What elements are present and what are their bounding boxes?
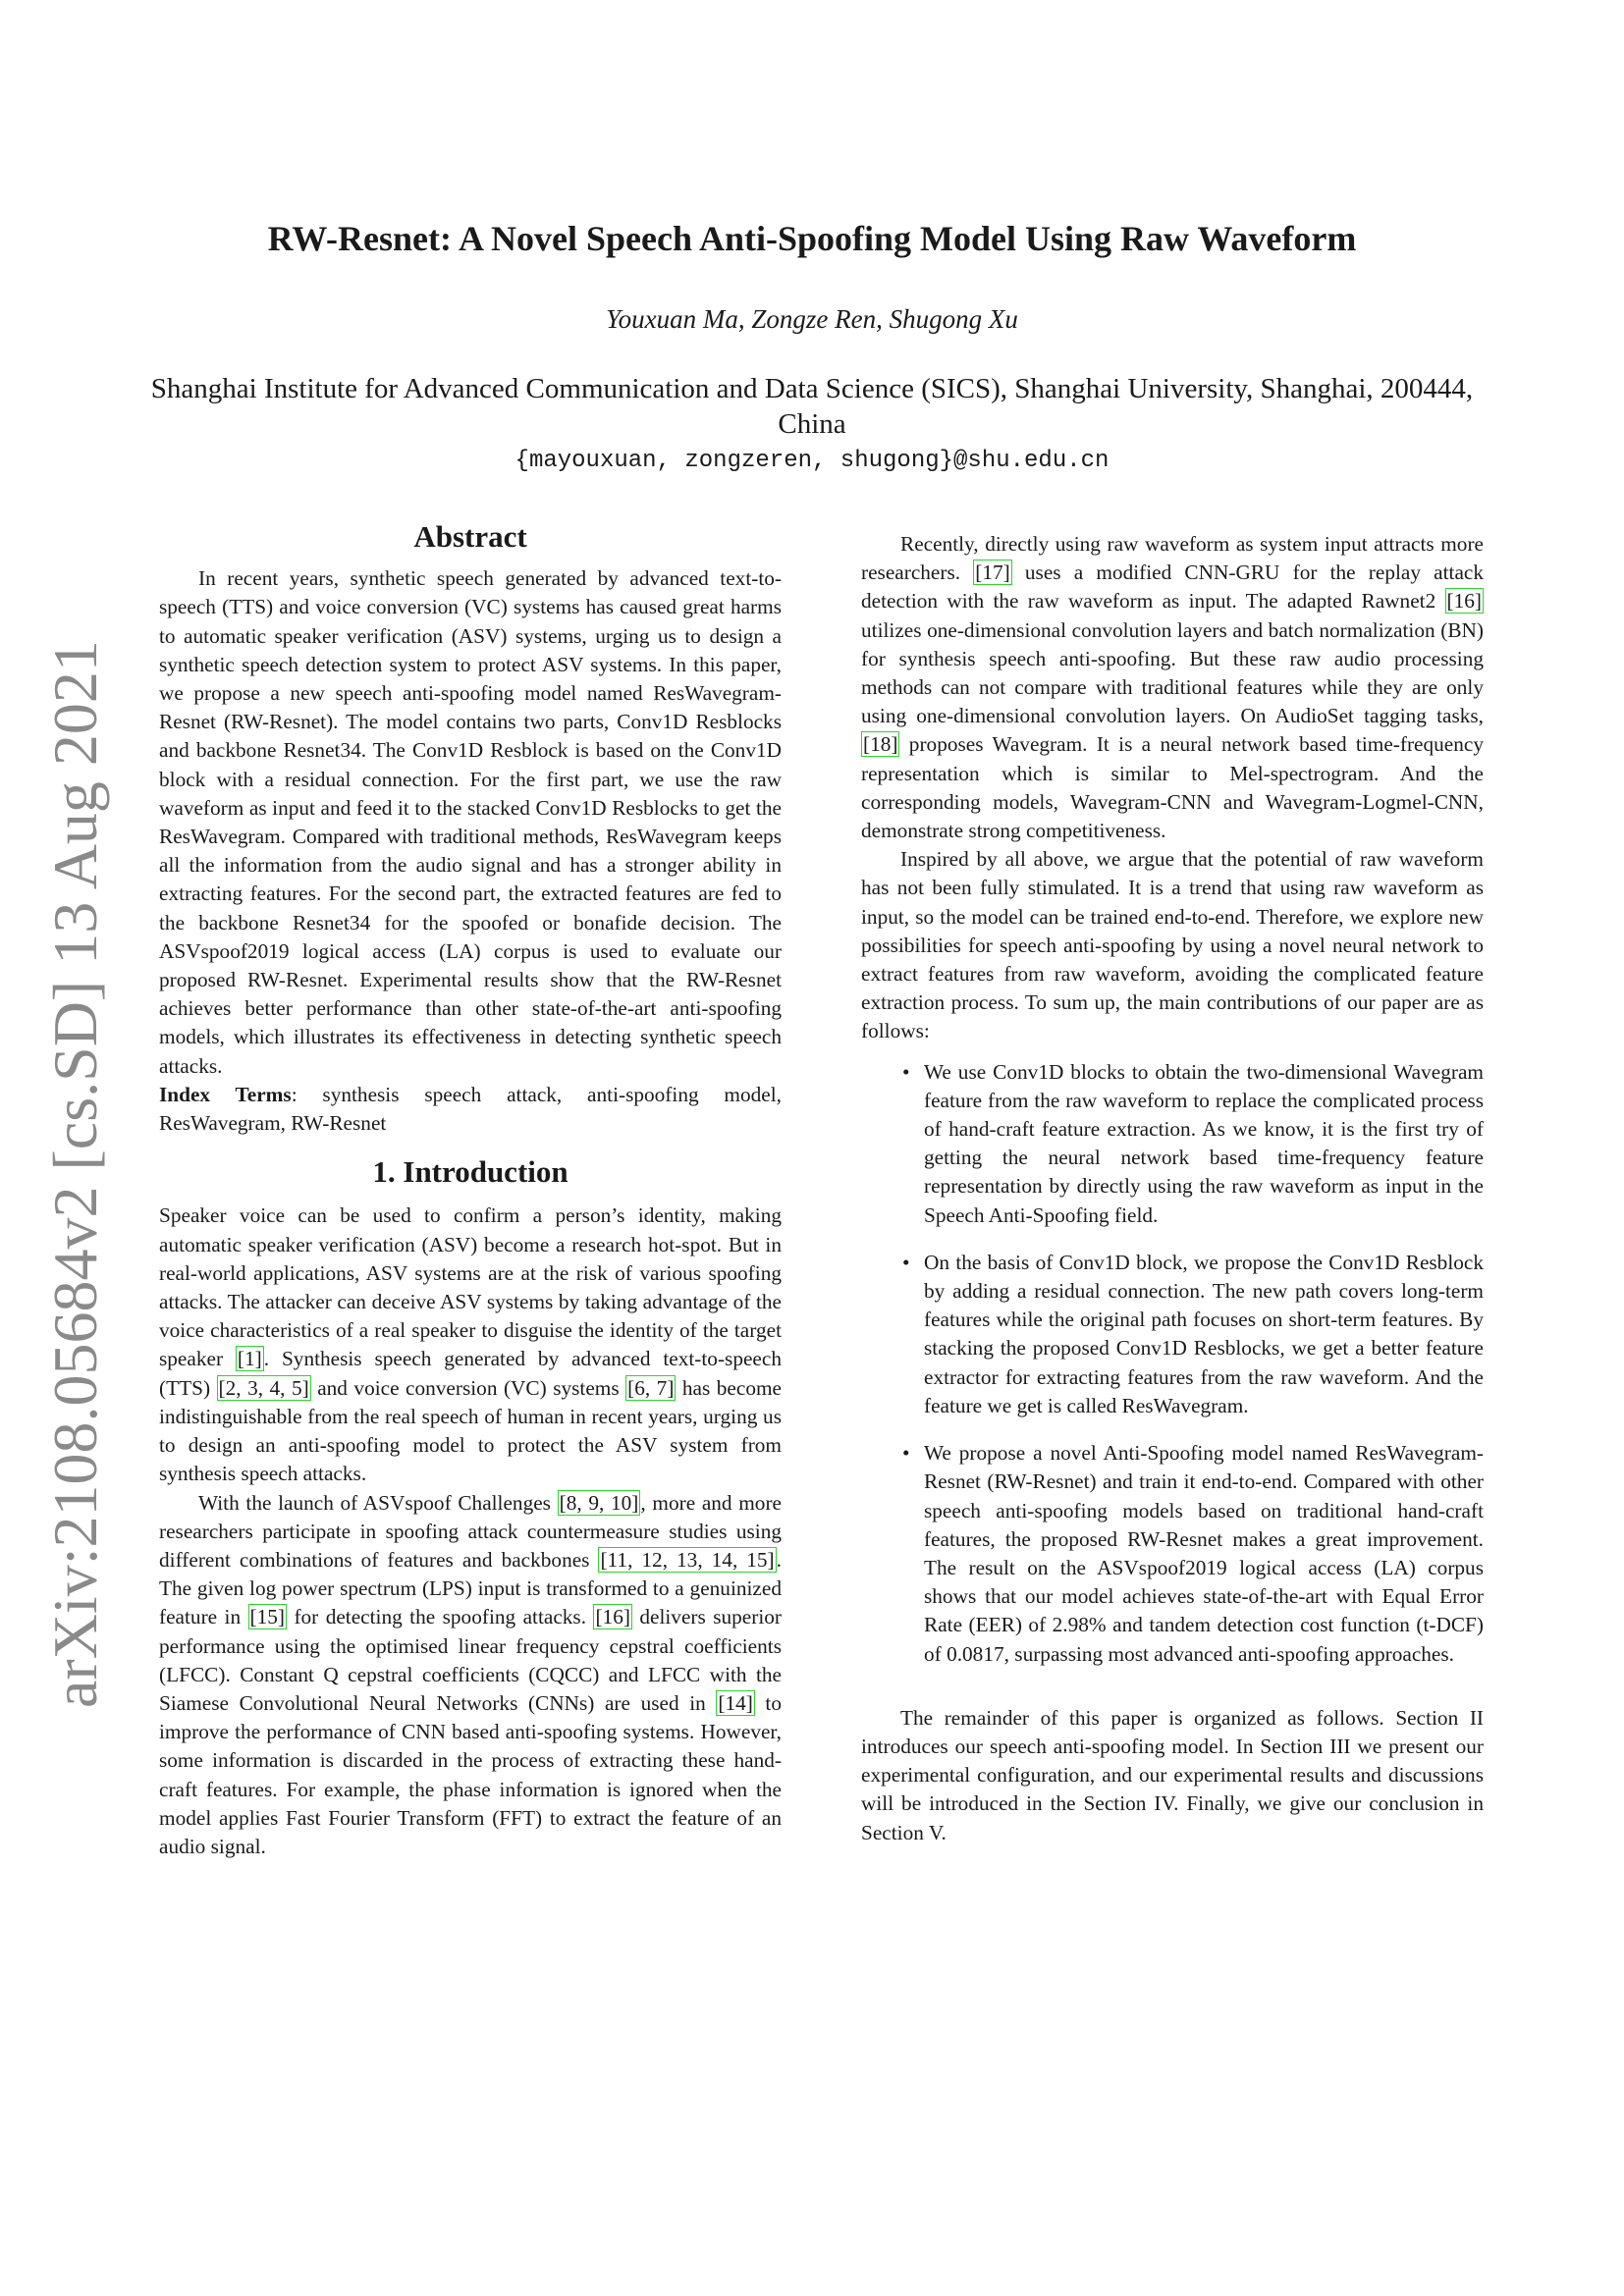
abstract-text: In recent years, synthetic speech generated by advanced text-to-speech (TTS) and voice conversion (VC) systems has caused great harms to automatic speaker verification (ASV) systems, urging us to design a synthetic speech detection system to protect ASV systems. In this paper, we propose a new speech anti-spoofing model named ResWavegram-Resnet (RW-Resnet). The model contains two parts, Conv1D Resblocks and backbone Resnet34. The Conv1D Resblock is based on the Conv1D block with a residual connection. For the first part, we use the raw waveform as input and feed it to the stacked Conv1D Resblocks to get the ResWavegram. Compared with traditional methods, ResWavegram keeps all the information from the audio signal and has a stronger ability in extracting features. For the second part, the extracted features are fed to the backbone Resnet34 for the spoofed or bonafide decision. The ASVspoof2019 logical access (LA) corpus is used to evaluate our proposed RW-Resnet. Experimental results show that the RW-Resnet achieves better performance than other state-of-the-art anti-spoofing models, which illustrates its effectiveness in detecting synthetic speech attacks. <box>159 566 782 1078</box>
author-list: Youxuan Ma, Zongze Ren, Shugong Xu <box>606 304 1018 334</box>
intro-p2-text: for detecting the spoofing attacks. <box>287 1605 594 1629</box>
intro-p1-text: and voice conversion (VC) systems <box>310 1375 626 1400</box>
intro-p1-text: has become indistinguishable from the real speech of human in recent years, urging us to design an anti-spoofing model to protect the ASV system from synthesis speech attacks. <box>159 1375 782 1486</box>
index-terms-label: Index Terms <box>159 1082 292 1106</box>
citation-link[interactable]: [14] <box>718 1690 753 1715</box>
contributions-list <box>861 1058 1484 1669</box>
contribution-text: We propose a novel Anti-Spoofing model named ResWavegram-Resnet (RW-Resnet) and train it end-to-end. Compared with other speech anti-spoofing models based on traditional hand-craft features, the proposed RW-Resnet makes a great improvement. The result on the ASVspoof2019 logical access (LA) corpus shows that our model achieves state-of-the-art with Equal Error Rate (EER) of 2.98% and tandem detection cost function (t-DCF) of 0.0817, surpassing most advanced anti-spoofing approaches. <box>924 1441 1484 1666</box>
intro-paragraph-4: Inspired by all above, we argue that the potential of raw waveform has not been fully stimulated. It is a trend that using raw waveform as input, so the model can be trained end-to-end. Therefore, we explore new possibilities for speech anti-spoofing by using a novel neural network to extract features from raw waveform, avoiding the complicated feature extraction process. To sum up, the main contributions of our paper are as follows: <box>861 847 1484 1043</box>
contribution-text: On the basis of Conv1D block, we propose the Conv1D Resblock by adding a residual connection. The new path covers long-term features while the original path focuses on short-term features. By stacking the proposed Conv1D Resblocks, we get a better feature extractor for extracting features from the raw waveform. And the feature we get is called ResWavegram. <box>924 1250 1484 1417</box>
intro-p1-text: . Synthesis speech generated by advanced text-to-speech (TTS) <box>159 1347 782 1400</box>
intro-paragraph-1 <box>159 1201 782 1488</box>
author-emails: {mayouxuan, zongzeren, shugong}@shu.edu.cn <box>514 448 1110 474</box>
intro-p3-text: Recently, directly using raw waveform as system input attracts more researchers. <box>861 532 1484 585</box>
citation-link[interactable]: [8, 9, 10] <box>559 1490 639 1515</box>
paper-title: RW-Resnet: A Novel Speech Anti-Spoofing Model Using Raw Waveform <box>267 219 1357 258</box>
citation-link[interactable]: [16] <box>595 1605 630 1629</box>
bullet-icon: • <box>902 1059 910 1084</box>
intro-p3-text: proposes Wavegram. It is a neural network based time-frequency representation which is similar to Mel-spectrogram. And the corresponding models, Wavegram-CNN and Wavegram-Logmel-CNN, demonstrate strong competitiveness. <box>861 732 1484 843</box>
list-item <box>902 1439 1484 1669</box>
intro-p2-text: With the launch of ASVspoof Challenges <box>198 1490 558 1515</box>
citation-link[interactable]: [2, 3, 4, 5] <box>218 1375 309 1400</box>
list-item <box>902 1058 1484 1230</box>
citation-link[interactable]: [1] <box>237 1347 262 1371</box>
intro-p2-text: . The given log power spectrum (LPS) input is transformed to a genuinized feature in <box>159 1547 782 1629</box>
intro-p2-text: delivers superior performance using the optimised linear frequency cepstral coefficients (LFCC). Constant Q cepstral coefficients (CQCC) and LFCC with the Siamese Convolutional Neural Networks (CNNs) are used in <box>159 1605 783 1715</box>
right-column <box>861 530 1484 1847</box>
arxiv-identifier: arXiv:2108.05684v2 [cs.SD] 13 Aug 2021 <box>40 640 110 1708</box>
intro-paragraph-2 <box>159 1489 782 1862</box>
introduction-heading: 1. Introduction <box>372 1154 568 1190</box>
citation-link[interactable]: [17] <box>975 561 1010 585</box>
intro-paragraph-3 <box>861 530 1484 845</box>
citation-link[interactable]: [18] <box>863 732 898 757</box>
intro-p1-text: Speaker voice can be used to confirm a person’s identity, making automatic speaker verification (ASV) become a research hot-spot. But in real-world applications, ASV systems are at the risk of various spoofing attacks. The attacker can deceive ASV systems by taking advantage of the voice characteristics of a real speaker to disguise the identity of the target speaker <box>159 1203 782 1371</box>
intro-p2-text: to improve the performance of CNN based anti-spoofing systems. However, some information is discarded in the process of extracting these hand-craft features. For example, the phase information is ignored when the model applies Fast Fourier Transform (FFT) to extract the feature of an audio signal. <box>159 1690 783 1858</box>
citation-link[interactable]: [16] <box>1446 589 1482 614</box>
index-terms-text: : synthesis speech attack, anti-spoofing model, ResWavegram, RW-Resnet <box>159 1082 782 1136</box>
intro-paragraph-5: The remainder of this paper is organized as follows. Section II introduces our speech anti-spoofing model. In Section III we present our experimental configuration, and our experimental results and discussions will be introduced in the Section IV. Finally, we give our conclusion in Section V. <box>861 1705 1484 1844</box>
bullet-icon: • <box>902 1441 910 1466</box>
left-column <box>159 519 783 1861</box>
citation-link[interactable]: [15] <box>249 1605 286 1629</box>
citation-link[interactable]: [6, 7] <box>627 1375 675 1400</box>
intro-p3-text: uses a modified CNN-GRU for the replay attack detection with the raw waveform as input. The adapted Rawnet2 <box>861 561 1484 614</box>
contribution-text: We use Conv1D blocks to obtain the two-dimensional Wavegram feature from the raw waveform to replace the complicated process of hand-craft feature extraction. As we know, it is the first try of getting the neural network based time-frequency feature representation by directly using the raw waveform as input in the Speech Anti-Spoofing field. <box>924 1059 1484 1227</box>
intro-p3-text: utilizes one-dimensional convolution layers and batch normalization (BN) for synthesis speech anti-spoofing. But these raw audio processing methods can not compare with traditional features while they are only using one-dimensional convolution layers. On AudioSet tagging tasks, <box>861 617 1484 728</box>
citation-link[interactable]: [11, 12, 13, 14, 15] <box>600 1547 775 1572</box>
list-item <box>902 1249 1484 1420</box>
bullet-icon: • <box>902 1250 910 1274</box>
abstract-heading: Abstract <box>413 519 527 554</box>
affiliation: Shanghai Institute for Advanced Communication and Data Science (SICS), Shanghai University, Shanghai, 200444, China <box>150 373 1474 440</box>
intro-p2-text: , more and more researchers participate in spoofing attack countermeasure studies using different combinations of features and backbones <box>159 1490 782 1572</box>
index-terms <box>159 1081 782 1138</box>
